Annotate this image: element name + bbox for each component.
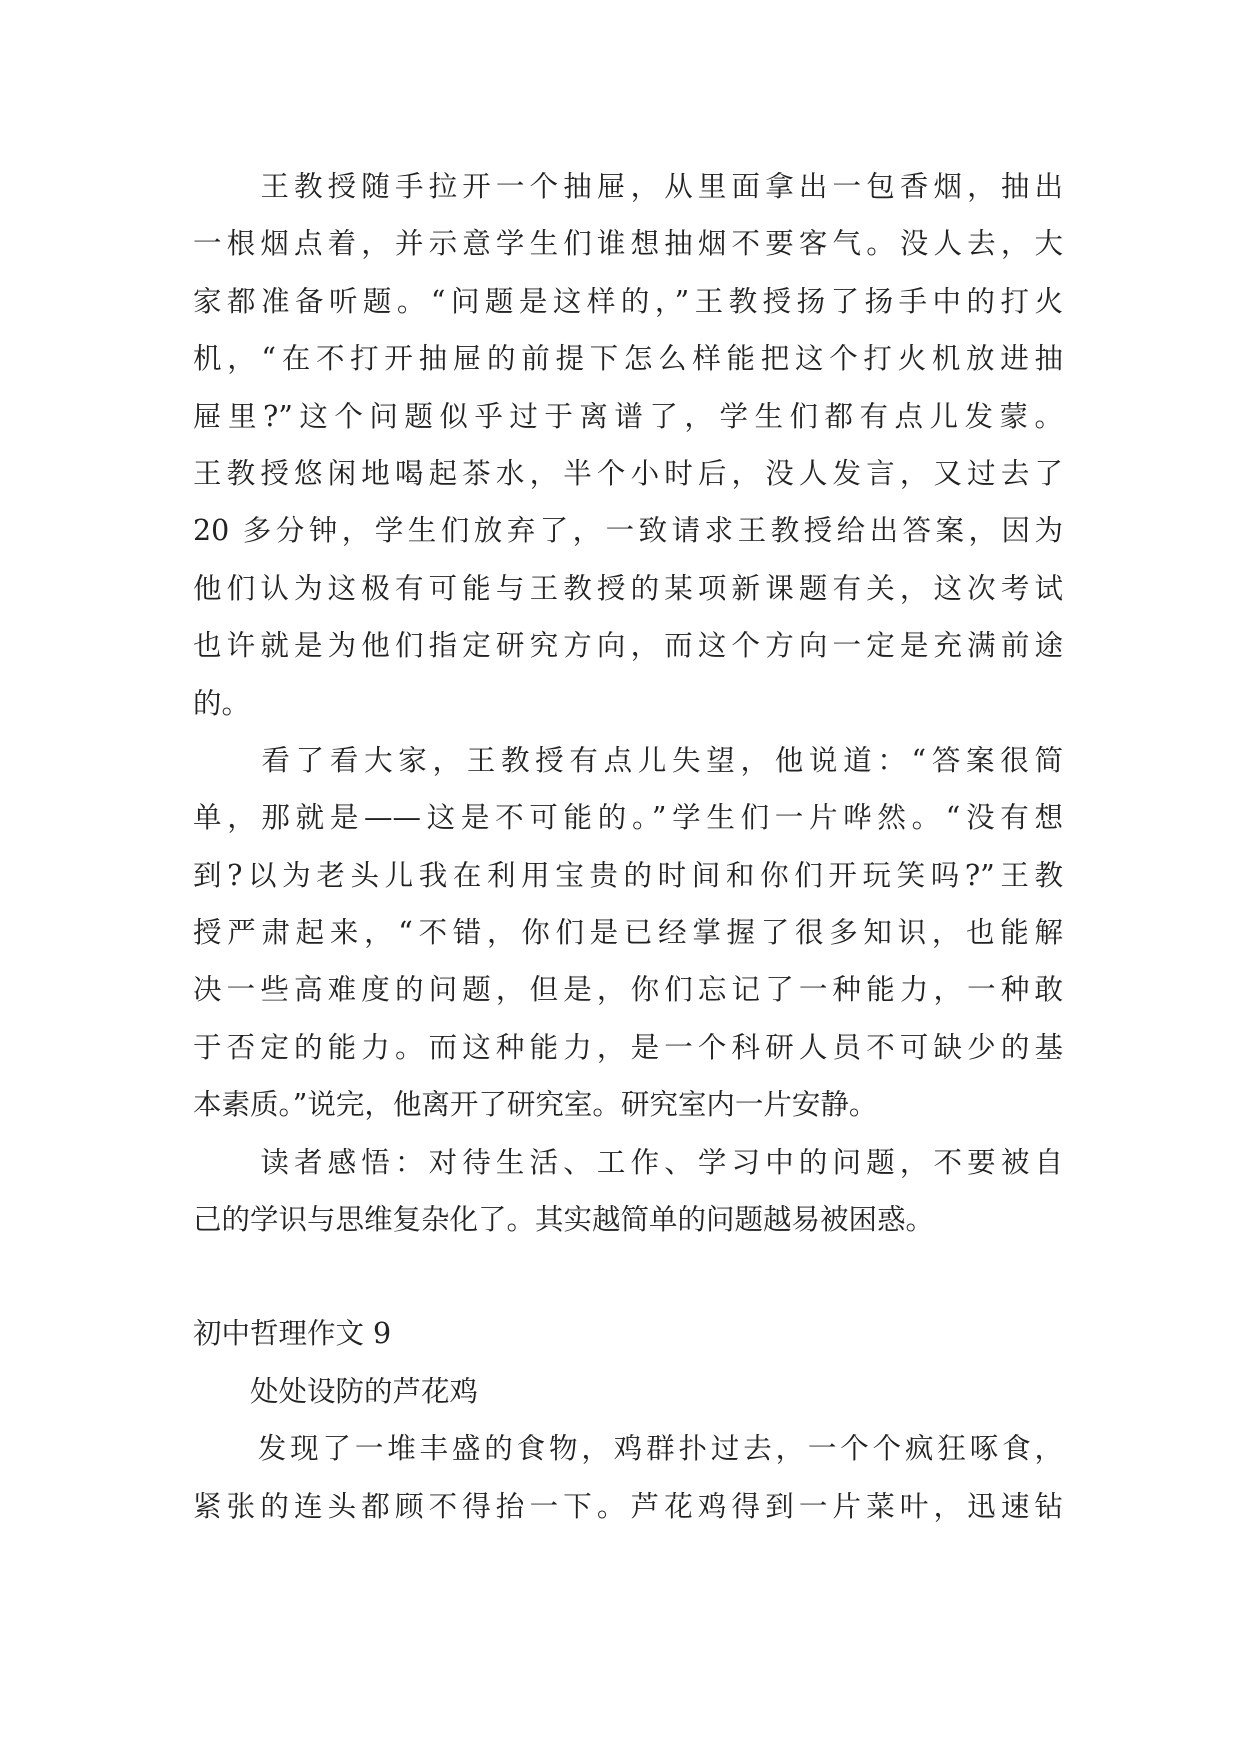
- paragraph-2: [193, 732, 1063, 1134]
- paragraph-line: 己的学识与思维复杂化了。其实越简单的问题越易被困惑。: [193, 1203, 935, 1237]
- paragraph-line: 的。: [193, 686, 251, 720]
- paragraph-line: 也许就是为他们指定研究方向，而这个方向一定是充满前途: [193, 629, 1063, 663]
- paragraph-line: 他们认为这极有可能与王教授的某项新课题有关，这次考试: [193, 571, 1063, 605]
- paragraph-line: 家都准备听题。“问题是这样的，”王教授扬了扬手中的打火: [193, 284, 1063, 318]
- paragraph-3: [193, 1134, 1063, 1249]
- paragraph-line: 屉里?”这个问题似乎过于离谱了，学生们都有点儿发蒙。: [193, 399, 1063, 433]
- paragraph-line: 单，那就是——这是不可能的。”学生们一片哗然。“没有想: [193, 801, 1063, 835]
- article-subtitle: 处处设防的芦花鸡: [193, 1374, 479, 1408]
- section-heading: 初中哲理作文 9: [193, 1317, 392, 1351]
- paragraph-1: [193, 158, 1063, 732]
- paragraph-line: 王教授悠闲地喝起茶水，半个小时后，没人发言，又过去了: [193, 456, 1063, 490]
- paragraph-line: 读者感悟：对待生活、工作、学习中的问题，不要被自: [193, 1145, 1063, 1179]
- paragraph-line: 于否定的能力。而这种能力，是一个科研人员不可缺少的基: [193, 1030, 1063, 1064]
- paragraph-line: 发现了一堆丰盛的食物，鸡群扑过去，一个个疯狂啄食，: [193, 1432, 1063, 1466]
- paragraph-line: 看了看大家，王教授有点儿失望，他说道：“答案很简: [193, 743, 1063, 777]
- paragraph-line: 本素质。”说完，他离开了研究室。研究室内一片安静。: [193, 1088, 878, 1122]
- paragraph-line: 20 多分钟，学生们放弃了，一致请求王教授给出答案，因为: [193, 514, 1063, 548]
- paragraph-line: 到?以为老头儿我在利用宝贵的时间和你们开玩笑吗?”王教: [193, 858, 1063, 892]
- paragraph-line: 授严肃起来，“不错，你们是已经掌握了很多知识，也能解: [193, 916, 1063, 950]
- paragraph-4: [193, 1420, 1063, 1535]
- paragraph-line: 紧张的连头都顾不得抬一下。芦花鸡得到一片菜叶，迅速钻: [193, 1489, 1063, 1523]
- paragraph-line: 决一些高难度的问题，但是，你们忘记了一种能力，一种敢: [193, 973, 1063, 1007]
- paragraph-line: 机，“在不打开抽屉的前提下怎么样能把这个打火机放进抽: [193, 342, 1063, 376]
- section-heading-block: [193, 1305, 1063, 1420]
- document-body: [193, 158, 1063, 1535]
- paragraph-line: 一根烟点着，并示意学生们谁想抽烟不要客气。没人去，大: [193, 227, 1063, 261]
- paragraph-line: 王教授随手拉开一个抽屉，从里面拿出一包香烟，抽出: [193, 170, 1063, 203]
